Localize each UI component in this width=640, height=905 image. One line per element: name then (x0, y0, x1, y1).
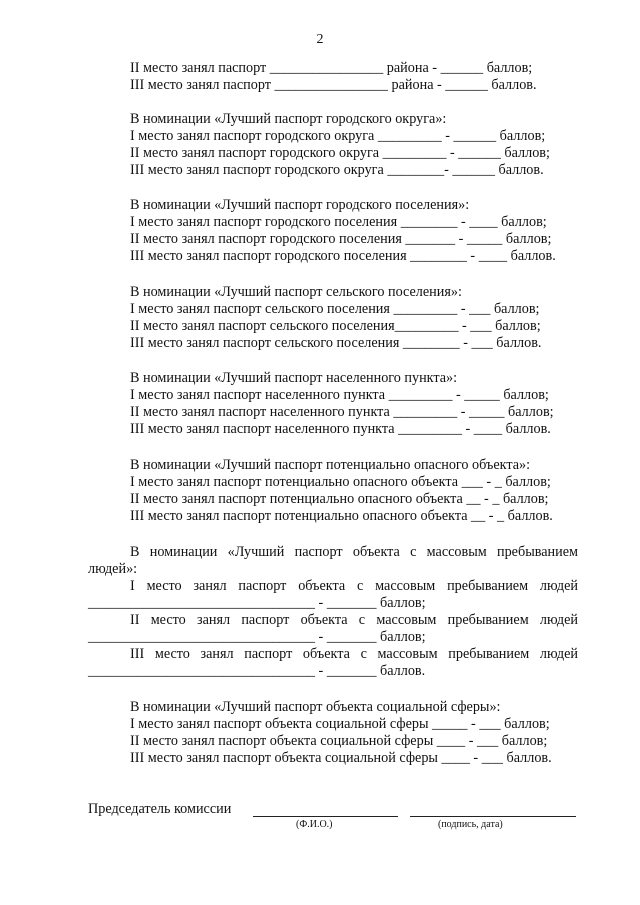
urban-settlement-line-2: II место занял паспорт городского поселения _______ - _____ баллов; (130, 231, 552, 247)
social-object-line-1: I место занял паспорт объекта социальной сферы _____ - ___ баллов; (130, 716, 550, 732)
urban-settlement-line-1: I место занял паспорт городского поселения ________ - ____ баллов; (130, 214, 547, 230)
social-object-heading: В номинации «Лучший паспорт объекта социальной сферы»: (130, 699, 501, 715)
rural-settlement-line-3: III место занял паспорт сельского поселения ________ - ___ баллов. (130, 335, 542, 351)
urban-settlement-line-3: III место занял паспорт городского поселения ________ - ____ баллов. (130, 248, 556, 264)
hazardous-object-heading: В номинации «Лучший паспорт потенциально опасного объекта»: (130, 457, 531, 473)
mass-object-line-3a: III место занял паспорт объекта с массовым пребыванием людей (130, 646, 578, 662)
sign-date-caption: (подпись, дата) (438, 819, 503, 830)
mass-object-line-2b: ________________________________ - _______ баллов; (88, 629, 426, 645)
locality-line-3: III место занял паспорт населенного пункта _________ - ____ баллов. (130, 421, 551, 437)
mass-object-line-1b: ________________________________ - _______ баллов; (88, 595, 426, 611)
locality-line-2: II место занял паспорт населенного пункта _________ - _____ баллов; (130, 404, 554, 420)
hazardous-object-line-2: II место занял паспорт потенциально опасного объекта __ - _ баллов; (130, 491, 549, 507)
chairman-label: Председатель комиссии (88, 801, 232, 817)
city-district-line-3: III место занял паспорт городского округа ________- ______ баллов. (130, 162, 544, 178)
locality-line-1: I место занял паспорт населенного пункта _________ - _____ баллов; (130, 387, 549, 403)
locality-heading: В номинации «Лучший паспорт населенного пункта»: (130, 370, 458, 386)
mass-object-line-2a: II место занял паспорт объекта с массовым пребыванием людей (130, 612, 578, 628)
mass-object-heading-2: людей»: (88, 561, 138, 577)
city-district-line-1: I место занял паспорт городского округа _________ - ______ баллов; (130, 128, 546, 144)
rural-settlement-line-2: II место занял паспорт сельского поселения_________ - ___ баллов; (130, 318, 541, 334)
rural-settlement-heading: В номинации «Лучший паспорт сельского поселения»: (130, 284, 462, 300)
fio-signature-line (253, 816, 398, 817)
hazardous-object-line-1: I место занял паспорт потенциально опасного объекта ___ - _ баллов; (130, 474, 551, 490)
city-district-line-2: II место занял паспорт городского округа _________ - ______ баллов; (130, 145, 550, 161)
hazardous-object-line-3: III место занял паспорт потенциально опасного объекта __ - _ баллов. (130, 508, 553, 524)
rural-settlement-line-1: I место занял паспорт сельского поселения _________ - ___ баллов; (130, 301, 540, 317)
district-line-3: III место занял паспорт ________________ района - ______ баллов. (130, 77, 537, 93)
social-object-line-3: III место занял паспорт объекта социальной сферы ____ - ___ баллов. (130, 750, 552, 766)
district-line-2: II место занял паспорт ________________ района - ______ баллов; (130, 60, 533, 76)
page-number: 2 (316, 32, 324, 47)
urban-settlement-heading: В номинации «Лучший паспорт городского поселения»: (130, 197, 470, 213)
fio-caption: (Ф.И.О.) (296, 819, 333, 830)
mass-object-line-3b: ________________________________ - _______ баллов. (88, 663, 426, 679)
sign-date-line (410, 816, 576, 817)
social-object-line-2: II место занял паспорт объекта социальной сферы ____ - ___ баллов; (130, 733, 548, 749)
mass-object-line-1a: I место занял паспорт объекта с массовым пребыванием людей (130, 578, 578, 594)
city-district-heading: В номинации «Лучший паспорт городского округа»: (130, 111, 447, 127)
mass-object-heading-1: В номинации «Лучший паспорт объекта с массовым пребыванием (130, 544, 578, 560)
